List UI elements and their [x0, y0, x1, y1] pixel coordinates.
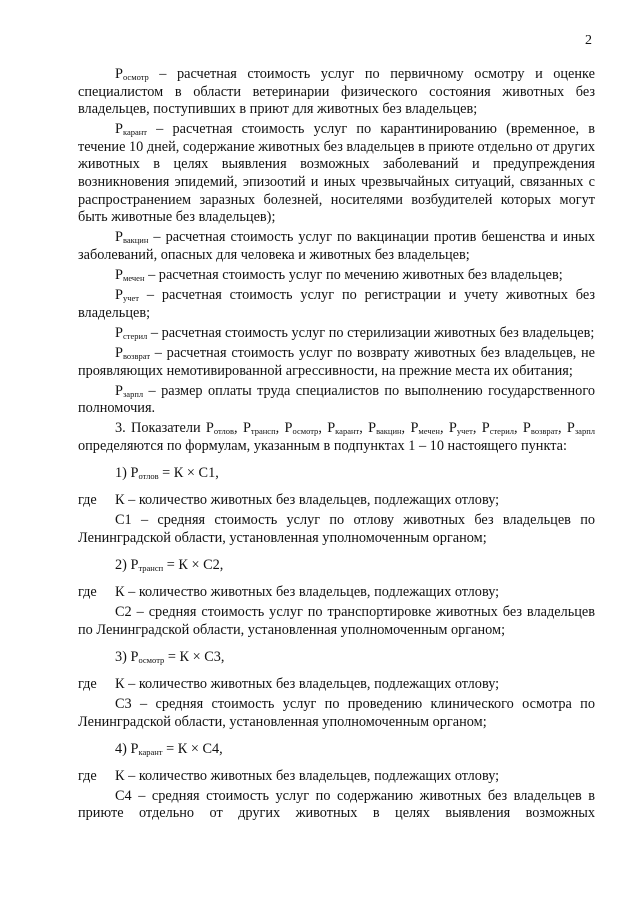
formula-4-where: где К – количество животных без владельцев, подлежащих отлову; [78, 767, 500, 784]
formula-3: 3) $Р_{осмотр} = К \times С3$, [115, 649, 225, 666]
formula-1: 1) $Р_{отлов} = К \times С1$, [115, 465, 219, 482]
formula-4-c-definition: С4 – средняя стоимость услуг по содержанию животных без владельцев в приюте отдельно от других животных в целях выявления возможных [78, 787, 595, 822]
definition-p-vozvrat: $Р_{возврат}$ – расчетная стоимость услуг по возврату животных без владельцев, не проявляющих немотивированной агрессивности, на прежние места их обитания; [78, 344, 595, 379]
item-3-paragraph: 3. Показатели $Р_{отлов}$, $Р_{трансп}$, $Р_{осмотр}$, $Р_{карант}$, $Р_{вакцин}$, $Р_{мечен}$, $Р_{учет}$, $Р_{стерил}$, $Р_{возврат}$, $Р_{зарпл}$ определяются по формулам, указанным в подпунктах 1 – 10 настоящего пункта: [78, 420, 595, 454]
definition-p-zarpl: $Р_{зарпл}$ – размер оплаты труда специалистов по выполнению государственного полномочия. [78, 382, 595, 417]
formula-1-c-definition: С1 – средняя стоимость услуг по отлову животных без владельцев по Ленинградской области, установленная уполномоченным органом; [78, 512, 595, 546]
formula-3-c-definition: С3 – средняя стоимость услуг по проведению клинического осмотра по Ленинградской области, установленная уполномоченным органом; [78, 695, 595, 730]
definition-p-uchet: $Р_{учет}$ – расчетная стоимость услуг по регистрации и учету животных без владельцев; [78, 287, 595, 321]
definition-p-karant: $Р_{карант}$ – расчетная стоимость услуг по карантинированию (временное, в течение 10 дней, содержание животных без владельцев в приюте отдельно от других животных в целях выявления возможных заболеваний и предупреждения возникновения эпидемий, эпизоотий и иных чрезвычайных ситуаций, связанных с распространением заразных болезней, носителями возбудителей которых могут быть животные без владельцев); [78, 121, 595, 226]
definition-p-vakcin: $Р_{вакцин}$ – расчетная стоимость услуг по вакцинации против бешенства и иных заболеваний, опасных для человека и животных без владельцев; [78, 229, 595, 263]
formula-3-where: где К – количество животных без владельцев, подлежащих отлову; [78, 675, 500, 692]
formula-2-c-definition: С2 – средняя стоимость услуг по транспортировке животных без владельцев по Ленинградской области, установленная уполномоченным органом; [78, 604, 595, 638]
formula-2: 2) $Р_{трансп} = К \times С2$, [115, 557, 224, 574]
definition-p-steril: $Р_{стерил}$ – расчетная стоимость услуг по стерилизации животных без владельцев; [115, 324, 595, 341]
page-number: 2 [585, 33, 592, 48]
definition-p-osmotr: $Р_{осмотр}$ – расчетная стоимость услуг по первичному осмотру и оценке специалистом в области ветеринарии физического состояния животных без владельцев, поступивших в приют для животных без владельцев; [78, 66, 595, 118]
document-body [78, 66, 595, 825]
definition-p-mechen: $Р_{мечен}$ – расчетная стоимость услуг по мечению животных без владельцев; [115, 267, 563, 284]
formula-4: 4) $Р_{карант} = К \times С4$, [115, 741, 223, 758]
formula-2-where: где К – количество животных без владельцев, подлежащих отлову; [78, 583, 500, 600]
formula-1-where: где К – количество животных без владельцев, подлежащих отлову; [78, 492, 500, 509]
